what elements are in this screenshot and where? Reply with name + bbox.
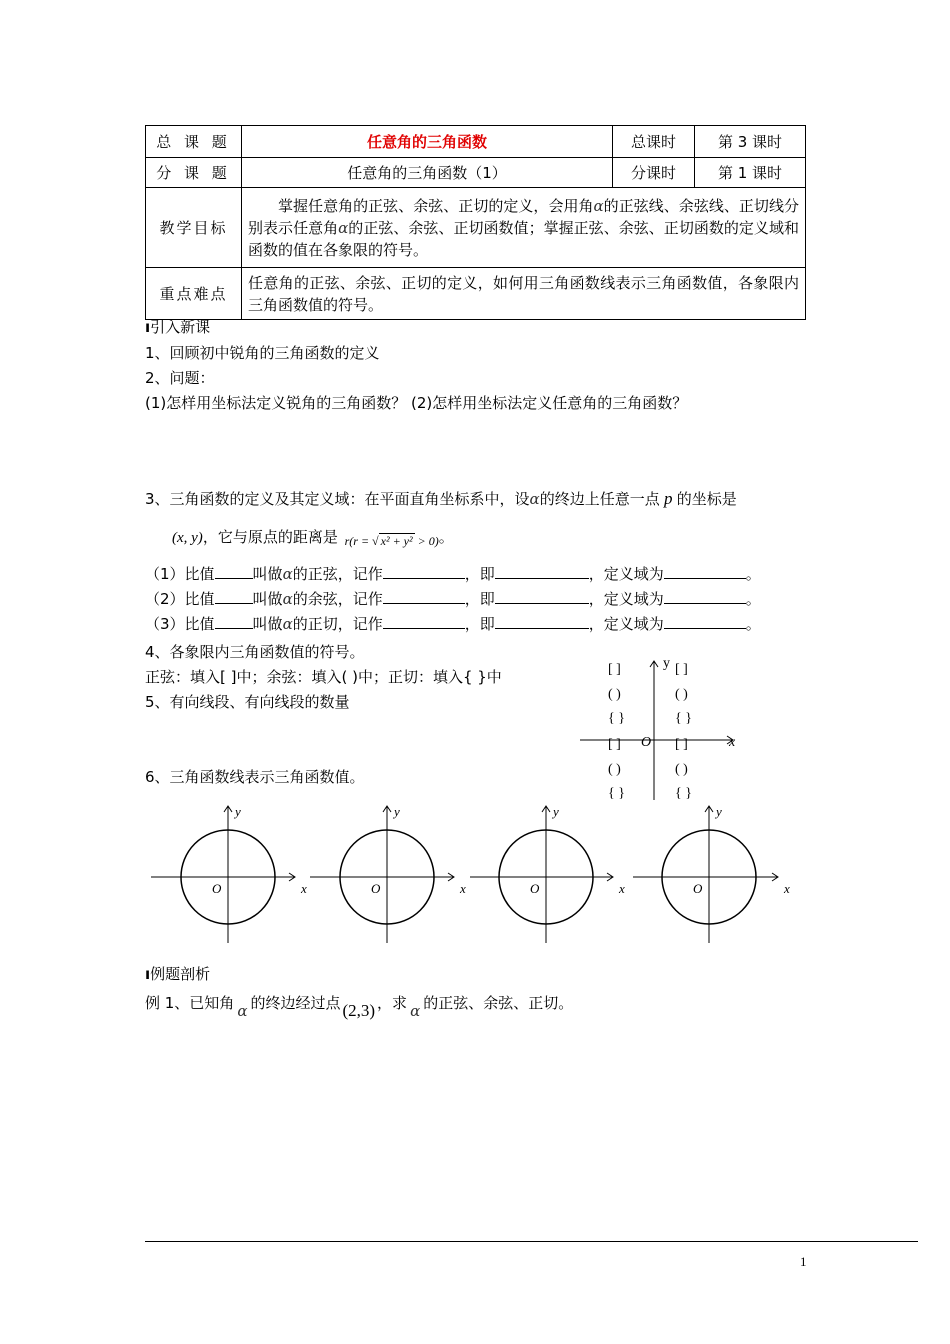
item-1: 1、回顾初中锐角的三角函数的定义 [145, 344, 380, 362]
quadrant-y-label: y [663, 656, 670, 671]
item-4-detail: 正弦：填入[ ]中；余弦：填入( )中；正切：填入{ }中 [145, 668, 502, 686]
unit-circles-diagram [145, 800, 805, 950]
svg-text:x: x [784, 881, 790, 896]
unit-circle-4 [633, 804, 790, 943]
q1-sine-sign: [ ] [675, 662, 688, 677]
svg-text:y: y [235, 804, 241, 819]
teaching-goal-label: 教学目标 [146, 188, 242, 268]
definition-cosine: （2）比值 叫做α的余弦，记作 ，即 ，定义域为 。 [145, 590, 761, 608]
teaching-goal-text: 掌握任意角的正弦、余弦、正切的定义，会用角α的正弦线、余弦线、正切线分别表示任意角α的正弦、余弦、正切函数值；掌握正弦、余弦、正切函数的定义域和函数的值在各象限的符号。 [242, 188, 806, 268]
footer-rule [145, 1241, 918, 1242]
key-points-text: 任意角的正弦、余弦、正切的定义，如何用三角函数线表示三角函数值，各象限内三角函数值的符号。 [242, 268, 806, 320]
q2-sine-sign: [ ] [608, 662, 621, 677]
sub-periods-label: 分课时 [613, 158, 695, 188]
q2-tangent-sign: { } [608, 711, 625, 726]
svg-text:y: y [716, 804, 722, 819]
quadrant-x-label: x [729, 735, 736, 750]
item-4: 4、各象限内三角函数值的符号。 [145, 643, 365, 661]
svg-text:O: O [371, 881, 381, 896]
sub-topic-title: 任意角的三角函数（1） [242, 158, 613, 188]
unit-circle-1 [151, 804, 307, 943]
sub-periods-value: 第 1 课时 [695, 158, 806, 188]
q4-cosine-sign: ( ) [675, 762, 688, 777]
total-periods-value: 第 3 课时 [695, 126, 806, 158]
page-number: 1 [800, 1254, 807, 1269]
svg-text:O: O [212, 881, 222, 896]
q4-tangent-sign: { } [675, 786, 692, 801]
definition-tangent: （3）比值 叫做α的正切，记作 ，即 ，定义域为 。 [145, 615, 761, 633]
item-3-line1: 3、三角函数的定义及其定义域：在平面直角坐标系中，设α的终边上任意一点 p 的坐标是 [145, 489, 737, 508]
q3-sine-sign: [ ] [608, 737, 621, 752]
item-5: 5、有向线段、有向线段的数量 [145, 693, 350, 711]
svg-text:x: x [460, 881, 466, 896]
q4-sine-sign: [ ] [675, 737, 688, 752]
unit-circle-3 [470, 804, 625, 943]
q2-cosine-sign: ( ) [608, 687, 621, 702]
lesson-info-table [145, 125, 806, 320]
svg-text:x: x [619, 881, 625, 896]
svg-text:O: O [693, 881, 703, 896]
distance-formula: r(r = √ x² + y² > 0) [344, 534, 439, 548]
quadrant-origin-label: O [641, 735, 652, 750]
q1-cosine-sign: ( ) [675, 687, 688, 702]
key-points-label: 重点难点 [146, 268, 242, 320]
sub-topic-label: 分 课 题 [146, 158, 242, 188]
questions: (1)怎样用坐标法定义锐角的三角函数？ (2)怎样用坐标法定义任意角的三角函数？ [145, 394, 688, 412]
q1-tangent-sign: { } [675, 711, 692, 726]
quadrant-sign-axes [575, 655, 745, 805]
section-examples-heading: ı例题剖析 [145, 965, 211, 983]
svg-text:O: O [530, 881, 540, 896]
total-periods-label: 总课时 [613, 126, 695, 158]
total-topic-label: 总 课 题 [146, 126, 242, 158]
item-2: 2、问题： [145, 369, 215, 387]
q3-cosine-sign: ( ) [608, 762, 621, 777]
item-6: 6、三角函数线表示三角函数值。 [145, 768, 365, 786]
lesson-title: 任意角的三角函数 [242, 126, 613, 158]
svg-text:y: y [553, 804, 559, 819]
item-3-line2: (x, y)，它与原点的距离是 r(r = √ x² + y² > 0)。 [172, 527, 454, 551]
svg-text:x: x [301, 881, 307, 896]
section-intro-heading: ı引入新课 [145, 318, 211, 336]
q3-tangent-sign: { } [608, 786, 625, 801]
example-1: 例 1、已知角 α 的终边经过点 (2,3) ，求 α 的正弦、余弦、正切。 [145, 994, 574, 1020]
svg-text:y: y [394, 804, 400, 819]
definition-sine: （1）比值 叫做α的正弦，记作 ，即 ，定义域为 。 [145, 565, 761, 583]
unit-circle-2 [310, 804, 466, 943]
